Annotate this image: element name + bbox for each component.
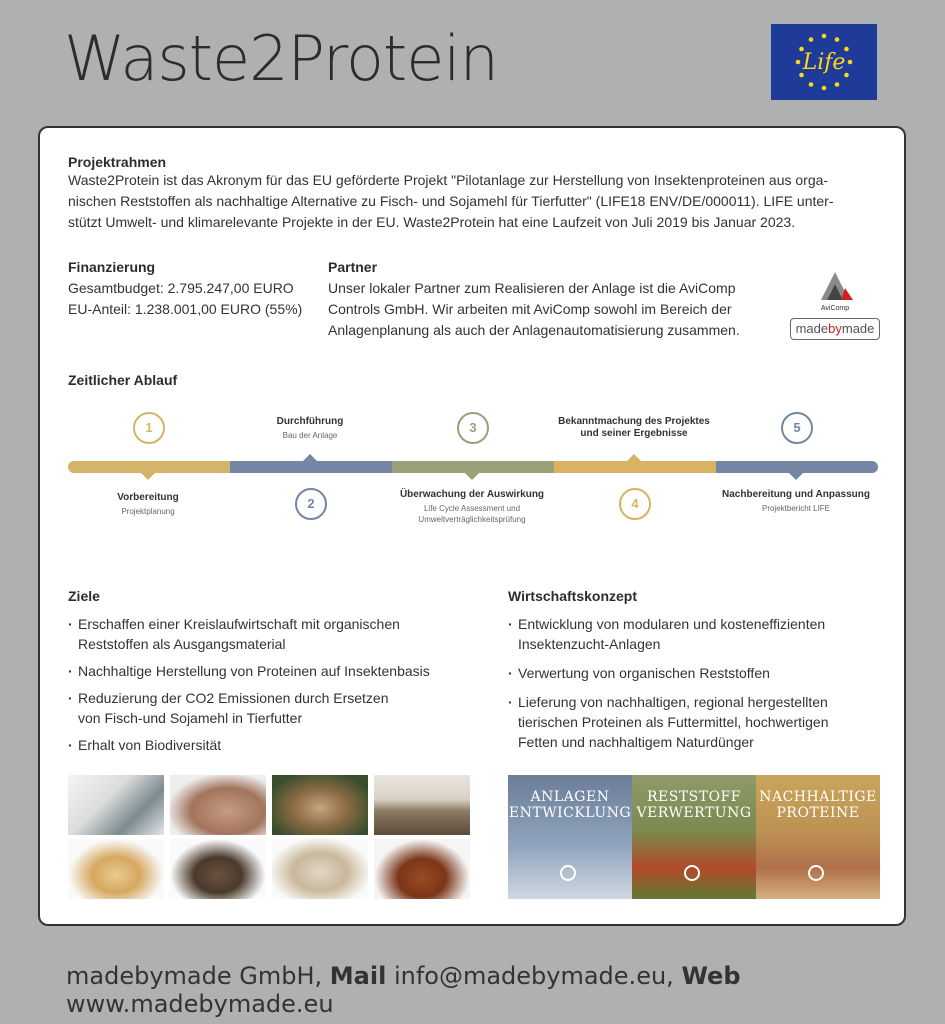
logo-text: made bbox=[841, 321, 875, 336]
list-item bbox=[508, 614, 888, 654]
footer-company: madebymade GmbH, bbox=[66, 962, 323, 990]
madebymade-logo bbox=[790, 318, 880, 340]
timeline-step-title: Bekanntmachung des Projektes bbox=[558, 416, 710, 427]
timeline-step-subtitle: Bau der Anlage bbox=[282, 431, 338, 440]
section-partner bbox=[328, 259, 788, 341]
partner-line: Controls GmbH. Wir arbeiten mit AviComp sowohl im Bereich der bbox=[328, 301, 732, 317]
list-item bbox=[68, 735, 468, 755]
ziele-heading: Ziele bbox=[68, 588, 100, 604]
partner-line: Unser lokaler Partner zum Realisieren der Anlage ist die AviComp bbox=[328, 280, 736, 296]
tile-label-line: NACHHALTIGE bbox=[759, 789, 877, 805]
list-item bbox=[68, 614, 468, 654]
list-item-text: Erschaffen einer Kreislaufwirtschaft mit organischen bbox=[78, 616, 400, 632]
eu-star-icon bbox=[822, 34, 827, 39]
tile-label bbox=[632, 789, 756, 821]
svg-text:AviComp: AviComp bbox=[820, 305, 850, 312]
list-item-text: tierischen Proteinen als Futtermittel, hochwertigen bbox=[518, 714, 829, 730]
eu-star-icon bbox=[809, 37, 814, 42]
finanzierung-heading: Finanzierung bbox=[68, 259, 156, 275]
tile-anlagen-entwicklung bbox=[508, 775, 632, 899]
wirtschaft-list bbox=[508, 614, 888, 752]
gear-icon bbox=[560, 865, 576, 881]
timeline-heading: Zeitlicher Ablauf bbox=[68, 372, 178, 388]
section-wirtschaftskonzept bbox=[508, 588, 888, 759]
photo-larvae bbox=[68, 839, 164, 899]
tile-label-line: ENTWICKLUNG bbox=[508, 805, 632, 821]
eu-star-icon bbox=[848, 60, 853, 65]
photo-larvae-hand bbox=[170, 775, 266, 835]
timeline-step-subtitle: Projektbericht LIFE bbox=[761, 504, 831, 513]
list-item-text: Fetten und nachhaltigem Naturdünger bbox=[518, 734, 754, 750]
logo-text: made bbox=[795, 321, 829, 336]
timeline-step-number: 5 bbox=[781, 412, 813, 444]
eu-star-icon bbox=[822, 86, 827, 91]
list-item-text: Entwicklung von modularen und kosteneffizienten bbox=[518, 616, 826, 632]
list-item-text: Nachhaltige Herstellung von Proteinen auf Insektenbasis bbox=[78, 663, 430, 679]
footer-mail-link[interactable]: info@madebymade.eu, bbox=[393, 962, 674, 990]
list-item-text: von Fisch-und Sojamehl in Tierfutter bbox=[78, 710, 303, 726]
tile-label-line: PROTEINE bbox=[776, 805, 860, 821]
timeline-step-title: Nachbereitung und Anpassung bbox=[722, 489, 870, 500]
ziele-list bbox=[68, 614, 468, 755]
projektrahmen-line: nischen Reststoffen als nachhaltige Alternative zu Fisch- und Sojamehl für Tierfutter" (LIFE18 ENV/DE/000011). LIFE unter- bbox=[68, 193, 834, 209]
tile-nachhaltige-proteine bbox=[756, 775, 880, 899]
tile-reststoff-verwertung bbox=[632, 775, 756, 899]
section-finanzierung bbox=[68, 259, 318, 320]
footer-mail-label: Mail bbox=[329, 962, 387, 990]
list-item-text: Erhalt von Biodiversität bbox=[78, 737, 222, 753]
timeline-step-title: Überwachung der Auswirkung bbox=[399, 489, 545, 500]
budget-eu-share: EU-Anteil: 1.238.001,00 EURO (55%) bbox=[68, 301, 303, 317]
photo-substrate bbox=[374, 775, 470, 835]
tile-label bbox=[508, 789, 632, 821]
timeline-step-subtitle: Life Cycle Assessment und bbox=[423, 504, 521, 513]
timeline-step-number: 2 bbox=[295, 488, 327, 520]
list-item bbox=[508, 692, 888, 752]
budget-total: Gesamtbudget: 2.795.247,00 EURO bbox=[68, 280, 294, 296]
tile-label-line: RESTSTOFF bbox=[646, 789, 742, 805]
photo-protein-powder bbox=[374, 839, 470, 899]
timeline-step-subtitle: Projektplanung bbox=[121, 507, 175, 516]
list-item-text: Lieferung von nachhaltigen, regional hergestellten bbox=[518, 694, 828, 710]
timeline-step-number: 4 bbox=[619, 488, 651, 520]
list-item-text: Reststoffen als Ausgangsmaterial bbox=[78, 636, 286, 652]
section-projektrahmen bbox=[68, 154, 888, 233]
list-item bbox=[508, 663, 888, 683]
section-ziele bbox=[68, 588, 468, 762]
timeline-pointers bbox=[40, 448, 908, 488]
svg-text:Life: Life bbox=[802, 50, 846, 75]
photo-researcher bbox=[68, 775, 164, 835]
wirtschaft-heading: Wirtschaftskonzept bbox=[508, 588, 638, 604]
projektrahmen-line: stützt Umwelt- und klimarelevante Projekte in der EU. Waste2Protein hat eine Laufzeit von Juli 2019 bis Januar 2023. bbox=[68, 214, 796, 230]
projektrahmen-heading: Projektrahmen bbox=[68, 154, 167, 170]
list-item bbox=[68, 661, 468, 681]
eu-star-icon bbox=[835, 37, 840, 42]
photo-meal-bags bbox=[272, 839, 368, 899]
footer-web-link[interactable]: www.madebymade.eu bbox=[66, 990, 334, 1018]
page-title: Waste2Protein bbox=[64, 22, 498, 95]
eu-star-icon bbox=[809, 82, 814, 87]
list-item bbox=[68, 688, 468, 728]
logo-text: by bbox=[828, 321, 842, 336]
partner-line: Anlagenplanung als auch der Anlagenautomatisierung zusammen. bbox=[328, 322, 740, 338]
tile-label bbox=[756, 789, 880, 821]
leaf-icon bbox=[808, 865, 824, 881]
timeline-step-title: Durchführung bbox=[276, 416, 344, 427]
timeline-step-number: 1 bbox=[133, 412, 165, 444]
photo-dried-larvae bbox=[170, 839, 266, 899]
footer-contact bbox=[66, 962, 945, 1018]
avicomp-logo bbox=[807, 268, 863, 312]
eu-star-icon bbox=[796, 60, 801, 65]
photo-pellets-hands bbox=[272, 775, 368, 835]
content-card bbox=[38, 126, 906, 926]
eu-life-logo bbox=[771, 24, 877, 100]
projektrahmen-line: Waste2Protein ist das Akronym für das EU geförderte Projekt "Pilotanlage zur Herstellung von Insektenproteinen aus orga- bbox=[68, 172, 829, 188]
list-item-text: Reduzierung der CO2 Emissionen durch Ersetzen bbox=[78, 690, 389, 706]
timeline-step-number: 3 bbox=[457, 412, 489, 444]
timeline-step-subtitle: Umweltverträglichkeitsprüfung bbox=[418, 515, 526, 524]
list-item-text: Verwertung von organischen Reststoffen bbox=[518, 665, 770, 681]
tile-label-line: ANLAGEN bbox=[530, 789, 610, 805]
timeline-step-title: Vorbereitung bbox=[117, 492, 179, 503]
footer-web-label: Web bbox=[681, 962, 741, 990]
partner-heading: Partner bbox=[328, 259, 378, 275]
list-item-text: Insektenzucht-Anlagen bbox=[518, 636, 661, 652]
eu-star-icon bbox=[835, 82, 840, 87]
timeline-step-title: und seiner Ergebnisse bbox=[580, 428, 688, 439]
tile-label-line: VERWERTUNG bbox=[636, 805, 752, 821]
recycle-icon bbox=[684, 865, 700, 881]
